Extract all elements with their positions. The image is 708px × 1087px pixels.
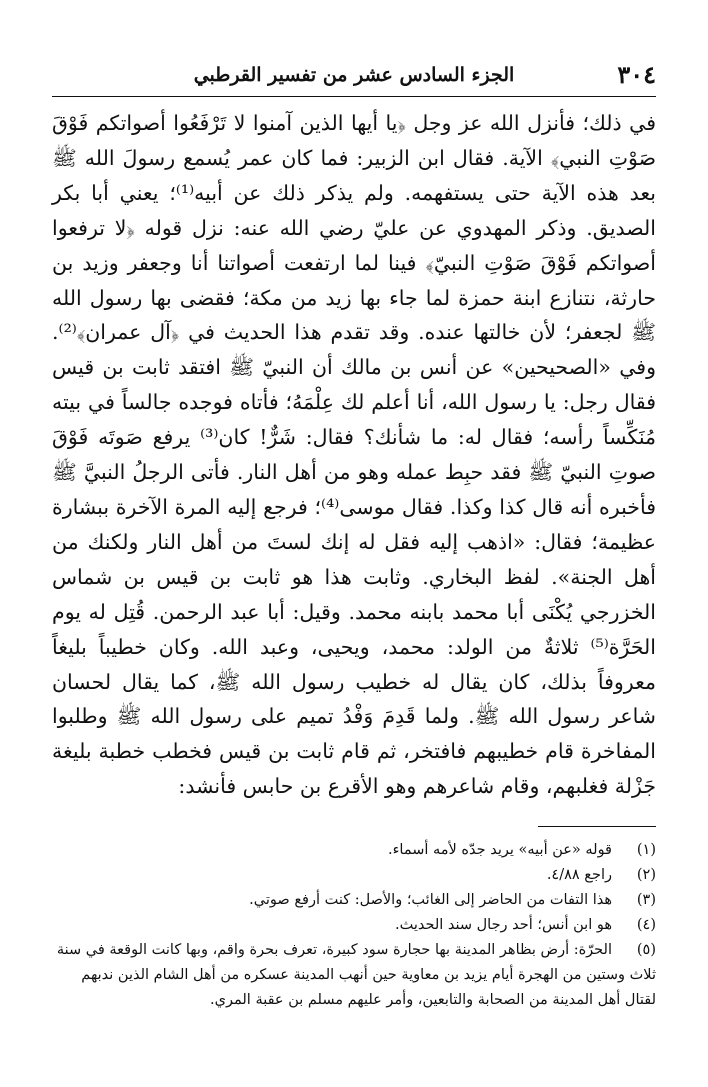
running-title: الجزء السادس عشر من تفسير القرطبي [193,64,515,86]
footnote-text: قوله «عن أبيه» يريد جدّه لأمه أسماء. [388,842,612,858]
footnote-mark: (٤) [636,917,656,933]
header-divider [52,96,656,97]
footnote-mark: (١) [636,842,656,858]
footnote-text: هذا التفات من الحاضر إلى الغائب؛ والأصل: كنت أرفع صوتي. [249,892,612,908]
footnote-mark: (٣) [636,892,656,908]
page-number: ٣٠٤ [617,60,656,89]
footnote-4 [52,913,656,938]
footnote-mark: (٥) [636,942,656,958]
footnote-2 [52,863,656,888]
footnote-3 [52,888,656,913]
footnote-text: هو ابن أنس؛ أحد رجال سند الحديث. [394,917,612,933]
footnote-text: الحرّة: أرض بظاهر المدينة بها حجارة سود كبيرة، تعرف بحرة واقم، وبها كانت الوقعة في سنة ثلاث وستين من الهجرة أيام يزيد بن معاوية حين أنهب المدينة عسكره من أهل الشام الذين ندبهم لقتال أهل المدينة من الصحابة والتابعين، وأمر عليهم مسلم بن عقبة المري. [56,942,656,1008]
body-text [52,106,656,804]
body-paragraph: في ذلك؛ فأنزل الله عز وجل ﴿يا أيها الذين آمنوا لا تَرْفَعُوا أصواتكم فَوْقَ صَوْتِ النبي﴾ الآية. فقال ابن الزبير: فما كان عمر يُسمع رسولَ الله ﷺ بعد هذه الآية حتى يستفهمه. ولم يذكر ذلك عن أبيه⁽¹⁾؛ يعني أبا بكر الصديق. وذكر المهدوي عن عليّ رضي الله عنه: نزل قوله ﴿لا ترفعوا أصواتكم فَوْقَ صَوْتِ النبيّ﴾ فينا لما ارتفعت أصواتنا أنا وجعفر وزيد بن حارثة، نتنازع ابنة حمزة لما جاء بها زيد من مكة؛ فقضى بها رسول الله ﷺ لجعفر؛ لأن خالتها عنده. وقد تقدم هذا الحديث في ﴿آل عمران﴾⁽²⁾. وفي «الصحيحين» عن أنس بن مالك أن النبيّ ﷺ افتقد ثابت بن قيس فقال رجل: يا رسول الله، أنا أعلم لك عِلْمَهُ؛ فأتاه فوجده جالساً في بيته مُنَكِّساً رأسه؛ فقال له: ما شأنك؟ فقال: شَرٌّ! كان⁽³⁾ يرفع صَوتَه فَوْقَ صوتِ النبيّ ﷺ فقد حبِط عمله وهو من أهل النار. فأتى الرجلُ النبيَّ ﷺ فأخبره أنه قال كذا وكذا. فقال موسى⁽⁴⁾؛ فرجع إليه المرة الآخرة ببشارة عظيمة؛ فقال: «اذهب إليه فقل له إنك لستَ من أهل النار ولكنك من أهل الجنة». لفظ البخاري. وثابت هذا هو ثابت بن قيس بن شماس الخزرجي يُكْنَى أبا محمد بابنه محمد. وقيل: أبا عبد الرحمن. قُتِل له يوم الحَرَّة⁽⁵⁾ ثلاثةٌ من الولد: محمد، ويحيى، وعبد الله. وكان خطيباً بليغاً معروفاً بذلك، كان يقال له خطيب رسول الله ﷺ، كما يقال لحسان شاعر رسول الله ﷺ. ولما قَدِمَ وَفْدُ تميم على رسول الله ﷺ وطلبوا المفاخرة قام خطيبهم فافتخر، ثم قام ثابت بن قيس فخطب خطبة بليغة جَزْلة فغلبهم، وقام شاعرهم وهو الأقرع بن حابس فأنشد: [52,111,657,799]
footnotes [52,838,656,1013]
footnote-mark: (٢) [636,867,656,883]
page-header [0,56,708,98]
footnote-text: راجع ٤/٨٨. [546,867,612,883]
footnote-1 [52,838,656,863]
footnote-divider [538,826,656,827]
footnote-5 [52,938,656,1013]
